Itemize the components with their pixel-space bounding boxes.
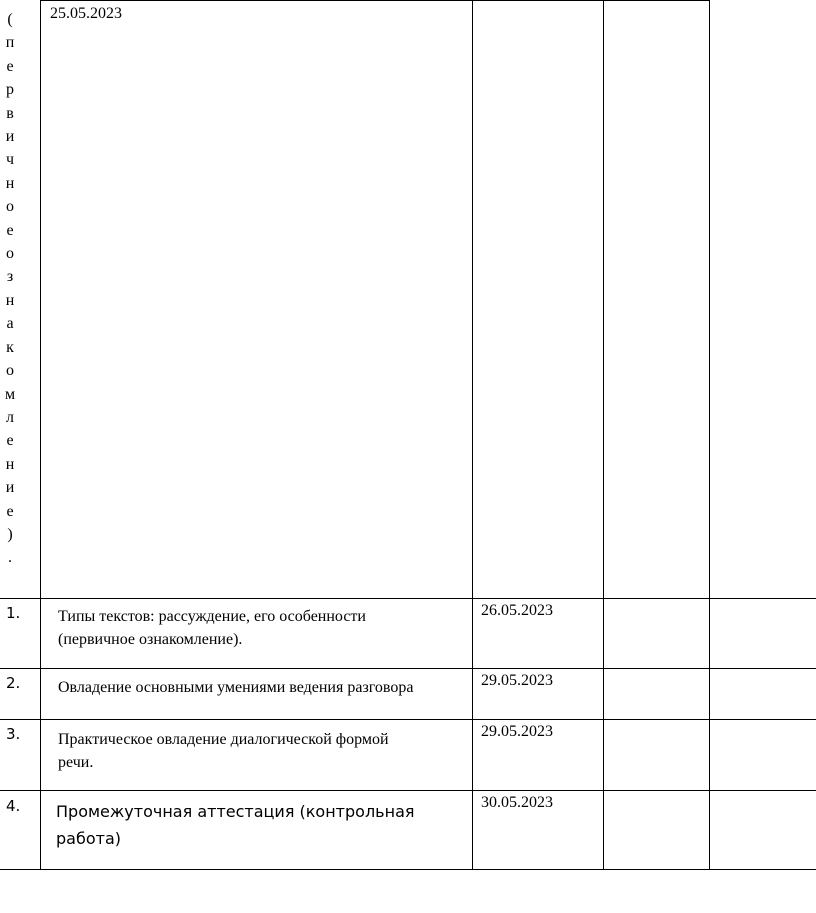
vertical-char: . xyxy=(8,549,12,567)
lesson-date: 25.05.2023 xyxy=(50,5,122,22)
vertical-char: е xyxy=(6,57,14,75)
vertical-char: к xyxy=(6,338,14,356)
lesson-date: 29.05.2023 xyxy=(481,723,553,740)
row-number: 3. xyxy=(6,725,21,743)
row-number: 1. xyxy=(6,604,21,622)
grid-line xyxy=(40,0,41,870)
grid-line xyxy=(709,0,710,870)
vertical-char: п xyxy=(5,34,15,52)
lesson-topic xyxy=(58,605,366,651)
lesson-date: 26.05.2023 xyxy=(481,602,553,619)
vertical-char: м xyxy=(4,385,16,403)
grid-line xyxy=(472,0,473,870)
vertical-char: р xyxy=(6,81,14,99)
lesson-topic xyxy=(58,728,389,774)
lesson-date: 29.05.2023 xyxy=(481,672,553,689)
lesson-date: 30.05.2023 xyxy=(481,794,553,811)
topic-line: (первичное ознакомление). xyxy=(58,631,243,648)
vertical-char: ) xyxy=(7,525,13,543)
grid-line xyxy=(0,790,816,791)
topic-line: речи. xyxy=(58,754,94,771)
grid-line xyxy=(40,0,710,1)
grid-line xyxy=(0,869,816,870)
vertical-char: н xyxy=(5,455,15,473)
topic-line: Промежуточная аттестация (контрольная xyxy=(56,802,415,821)
vertical-char: ( xyxy=(7,11,13,28)
vertical-text xyxy=(2,8,18,570)
vertical-char: о xyxy=(6,245,14,263)
vertical-char: а xyxy=(6,315,14,333)
vertical-char: е xyxy=(6,502,14,520)
vertical-char: е xyxy=(6,221,14,239)
lesson-topic xyxy=(58,676,413,699)
grid-line xyxy=(0,598,816,599)
row-number: 2. xyxy=(6,674,21,692)
vertical-char: ч xyxy=(5,151,15,169)
topic-line: работа) xyxy=(56,829,121,848)
row-number: 4. xyxy=(6,797,21,815)
grid-line xyxy=(603,0,604,870)
grid-line xyxy=(0,719,816,720)
topic-line: Типы текстов: рассуждение, его особенности xyxy=(58,608,366,625)
vertical-char: и xyxy=(5,128,15,146)
vertical-char: н xyxy=(5,174,15,192)
lesson-topic xyxy=(56,798,415,852)
vertical-char: н xyxy=(5,291,15,309)
vertical-char: в xyxy=(6,104,14,122)
vertical-char: о xyxy=(6,362,14,380)
topic-line: Овладение основными умениями ведения разговора xyxy=(58,679,414,696)
vertical-char: и xyxy=(5,479,15,497)
vertical-char: е xyxy=(6,432,14,450)
grid-line xyxy=(0,668,816,669)
vertical-char: з xyxy=(6,268,14,286)
vertical-char: о xyxy=(6,198,14,216)
vertical-char: л xyxy=(6,408,14,426)
topic-line: Практическое овладение диалогической формой xyxy=(58,731,389,748)
